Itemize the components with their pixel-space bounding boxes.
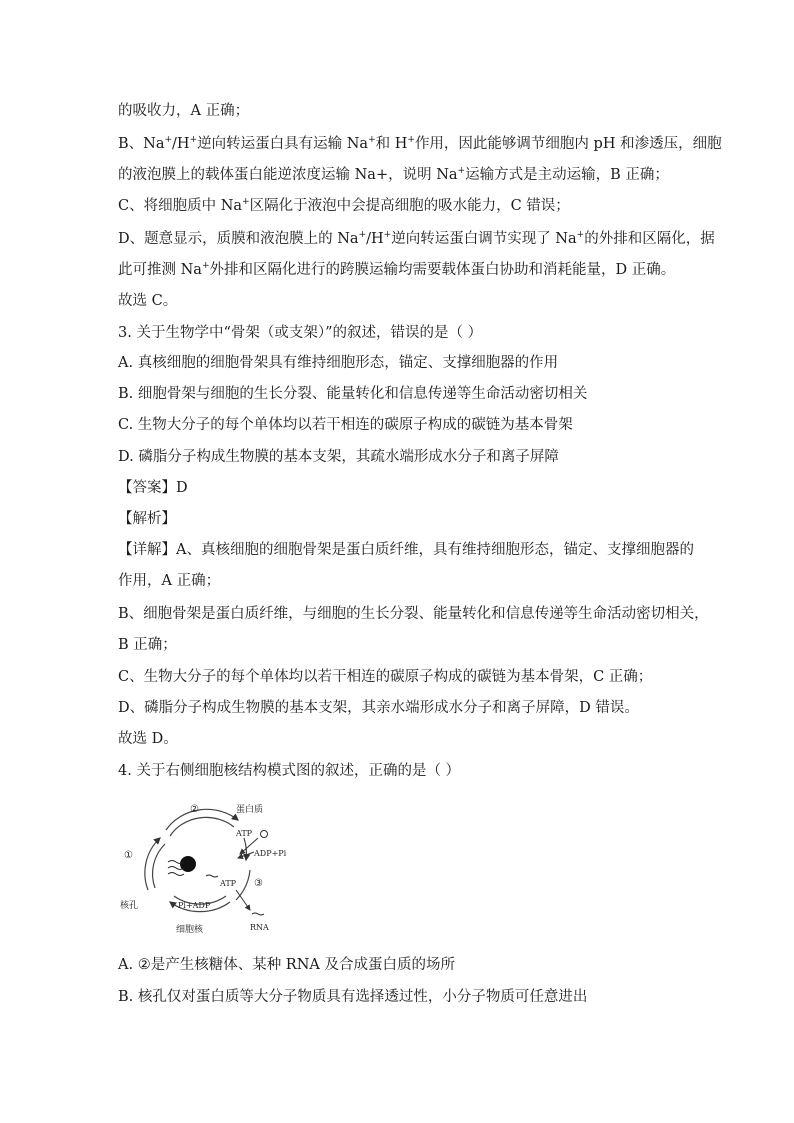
text-segment: 逆向转运蛋白调节实现了 Na [391,231,577,247]
text-segment: 此可推测 Na [118,262,202,278]
label-pore: 核孔 [120,901,139,911]
text-line: B. 细胞骨架与细胞的生长分裂、能量转化和信息传递等生命活动密切相关 [118,386,588,402]
text-segment: 的液泡膜上的载体蛋白能逆浓度运输 Na+，说明 Na [118,167,458,183]
label-protein: 蛋白质 [236,805,264,815]
label-rna: RNA [250,923,269,932]
text-line: 4. 关于右侧细胞核结构模式图的叙述，正确的是（ ） [118,763,461,779]
text-line: 3. 关于生物学中“骨架（或支架）”的叙述，错误的是（ ） [118,325,483,341]
text-segment: /H [172,136,190,152]
text-line: D、磷脂分子构成生物膜的基本支架，其亲水端形成水分子和离子屏障，D 错误。 [118,700,639,716]
text-segment: B、Na [118,136,165,152]
text-segment: 运输方式是主动运输，B 正确； [465,167,669,183]
text-line: 故选 C。 [118,293,178,309]
text-segment: D、题意显示，质膜和液泡膜上的 Na [118,231,359,247]
label-adp-pi-right: ADP+Pi [254,849,287,858]
text-line: B 正确； [118,637,177,653]
text-line: B、细胞骨架是蛋白质纤维，与细胞的生长分裂、能量转化和信息传递等生命活动密切相关， [118,606,709,622]
text-line [118,165,669,185]
nucleolus-icon [180,856,196,872]
text-line: 【答案】D [118,480,188,496]
rna-squiggle-icon [252,913,264,915]
text-line: A. 真核细胞的细胞骨架具有维持细胞形态，锚定、支撑细胞器的作用 [118,355,559,371]
nuclear-envelope [145,809,250,911]
protein-circle-icon [261,831,268,838]
text-segment: C、将细胞质中 Na [118,198,243,214]
label-1: ① [124,850,133,861]
text-segment: 的外排和区隔化，据 [584,231,715,247]
text-line: C. 生物大分子的每个单体均以若干相连的碳原子构成的碳链为基本骨架 [118,417,573,433]
text-segment: 和 H [375,136,408,152]
superscript-plus: + [576,230,585,241]
superscript-plus: + [368,135,376,146]
label-pi-adp: Pi+ADP [178,901,211,910]
text-line: 作用，A 正确； [118,573,221,589]
text-line [118,260,675,280]
label-atp-mid: ATP [220,879,237,888]
text-line [118,196,570,216]
label-atp-top: ATP [236,829,253,838]
superscript-plus: + [242,197,250,208]
superscript-plus: + [189,135,198,146]
text-line: 【解析】 [118,511,176,527]
text-line: 的吸收力，A 正确； [118,103,250,119]
text-line: 故选 D。 [118,731,178,747]
superscript-plus: + [457,166,466,177]
text-segment: /H [366,231,384,247]
superscript-plus: + [358,230,367,241]
superscript-plus: + [164,135,173,146]
text-line: A. ②是产生核糖体、某种 RNA 及合成蛋白质的场所 [118,957,455,973]
text-segment: 外排和区隔化进行的跨膜运输均需要载体蛋白协助和消耗能量，D 正确。 [209,262,676,278]
text-line: C、生物大分子的每个单体均以若干相连的碳原子构成的碳链为基本骨架，C 正确； [118,669,653,685]
superscript-plus: + [201,261,210,272]
superscript-plus: + [383,230,392,241]
text-segment: 作用，因此能够调节细胞内 pH 和渗透压，细胞 [414,136,722,152]
label-2: ② [190,804,199,815]
superscript-plus: + [407,135,415,146]
text-segment: 逆向转运蛋白具有运输 Na [197,136,369,152]
text-line: B. 核孔仅对蛋白质等大分子物质具有选择透过性，小分子物质可任意进出 [118,989,588,1005]
text-line: 【详解】A、真核细胞的细胞骨架是蛋白质纤维，具有维持细胞形态，锚定、支撑细胞器的 [118,542,694,558]
nucleus-structure-diagram [118,798,318,938]
label-nucleus: 细胞核 [176,925,204,935]
label-3: ③ [254,878,263,889]
text-line: D. 磷脂分子构成生物膜的基本支架，其疏水端形成水分子和离子屏障 [118,449,559,465]
text-line [118,134,722,154]
text-line [118,229,715,249]
text-segment: 区隔化于液泡中会提高细胞的吸水能力，C 错误； [249,198,570,214]
